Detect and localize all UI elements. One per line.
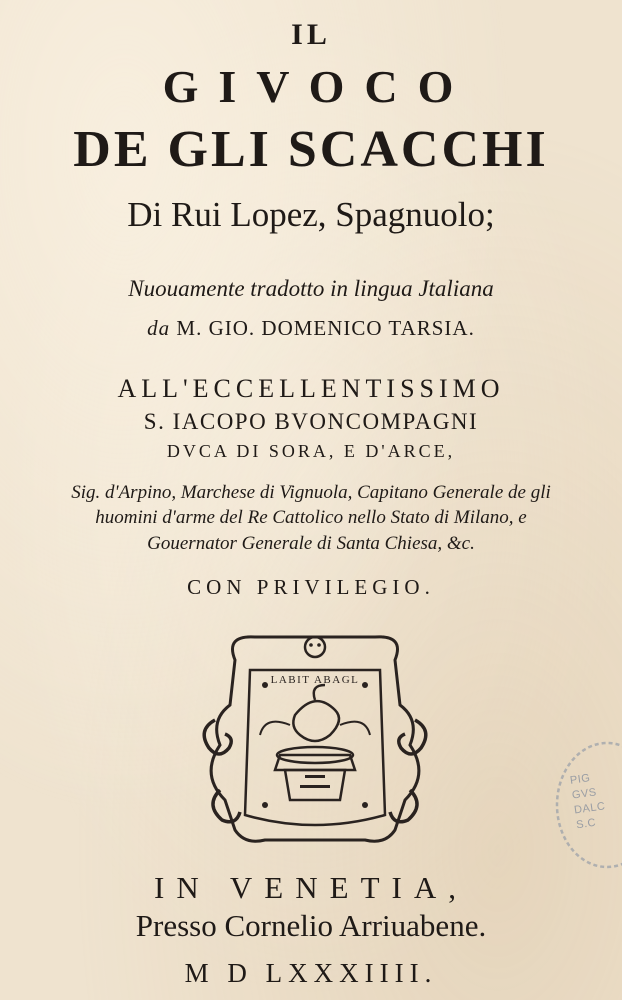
translator-name: M. GIO. DOMENICO TARSIA. [176,316,475,340]
imprint-place: IN VENETIA, [154,870,468,905]
device-banner: LABIT ABAGL [270,674,360,686]
translator-line [0,316,622,341]
imprint-year: M D LXXXIIII. [184,958,438,988]
dedicatee-line: S. IACOPO BVONCOMPAGNI [143,409,479,434]
printer-device-emblem [195,625,435,850]
author-line: Di Rui Lopez, Spagnuolo; [127,195,495,234]
translation-line: Nuouamente tradotto in lingua Jtaliana [128,276,494,301]
duca-line: DVCA DI SORA, E D'ARCE, [166,441,456,461]
title-il: IL [291,18,331,51]
stamp-line: S.C [575,816,597,832]
privilege-line: CON PRIVILEGIO. [187,575,435,599]
title-givoco: GIVOCO [162,61,474,112]
imprint-printer: Presso Cornelio Arriuabene. [135,908,487,943]
stamp-line: DALC [573,800,607,817]
stamp-line: PIG [569,772,592,787]
library-stamp [545,730,622,880]
title-de-gli-scacchi: DE GLI SCACCHI [73,121,549,178]
translator-prefix: da [147,316,171,340]
stamp-line: GVS [571,786,598,802]
titles-line-2: huomini d'arme del Re Cattolico nello Stato di Milano, e [95,507,527,528]
dedication-line: ALL'ECCELLENTISSIMO [117,374,505,403]
titles-line-3: Gouernator Generale di Santa Chiesa, &c. [147,533,475,554]
titles-line-1: Sig. d'Arpino, Marchese di Vignuola, Capitano Generale de gli [71,482,551,503]
